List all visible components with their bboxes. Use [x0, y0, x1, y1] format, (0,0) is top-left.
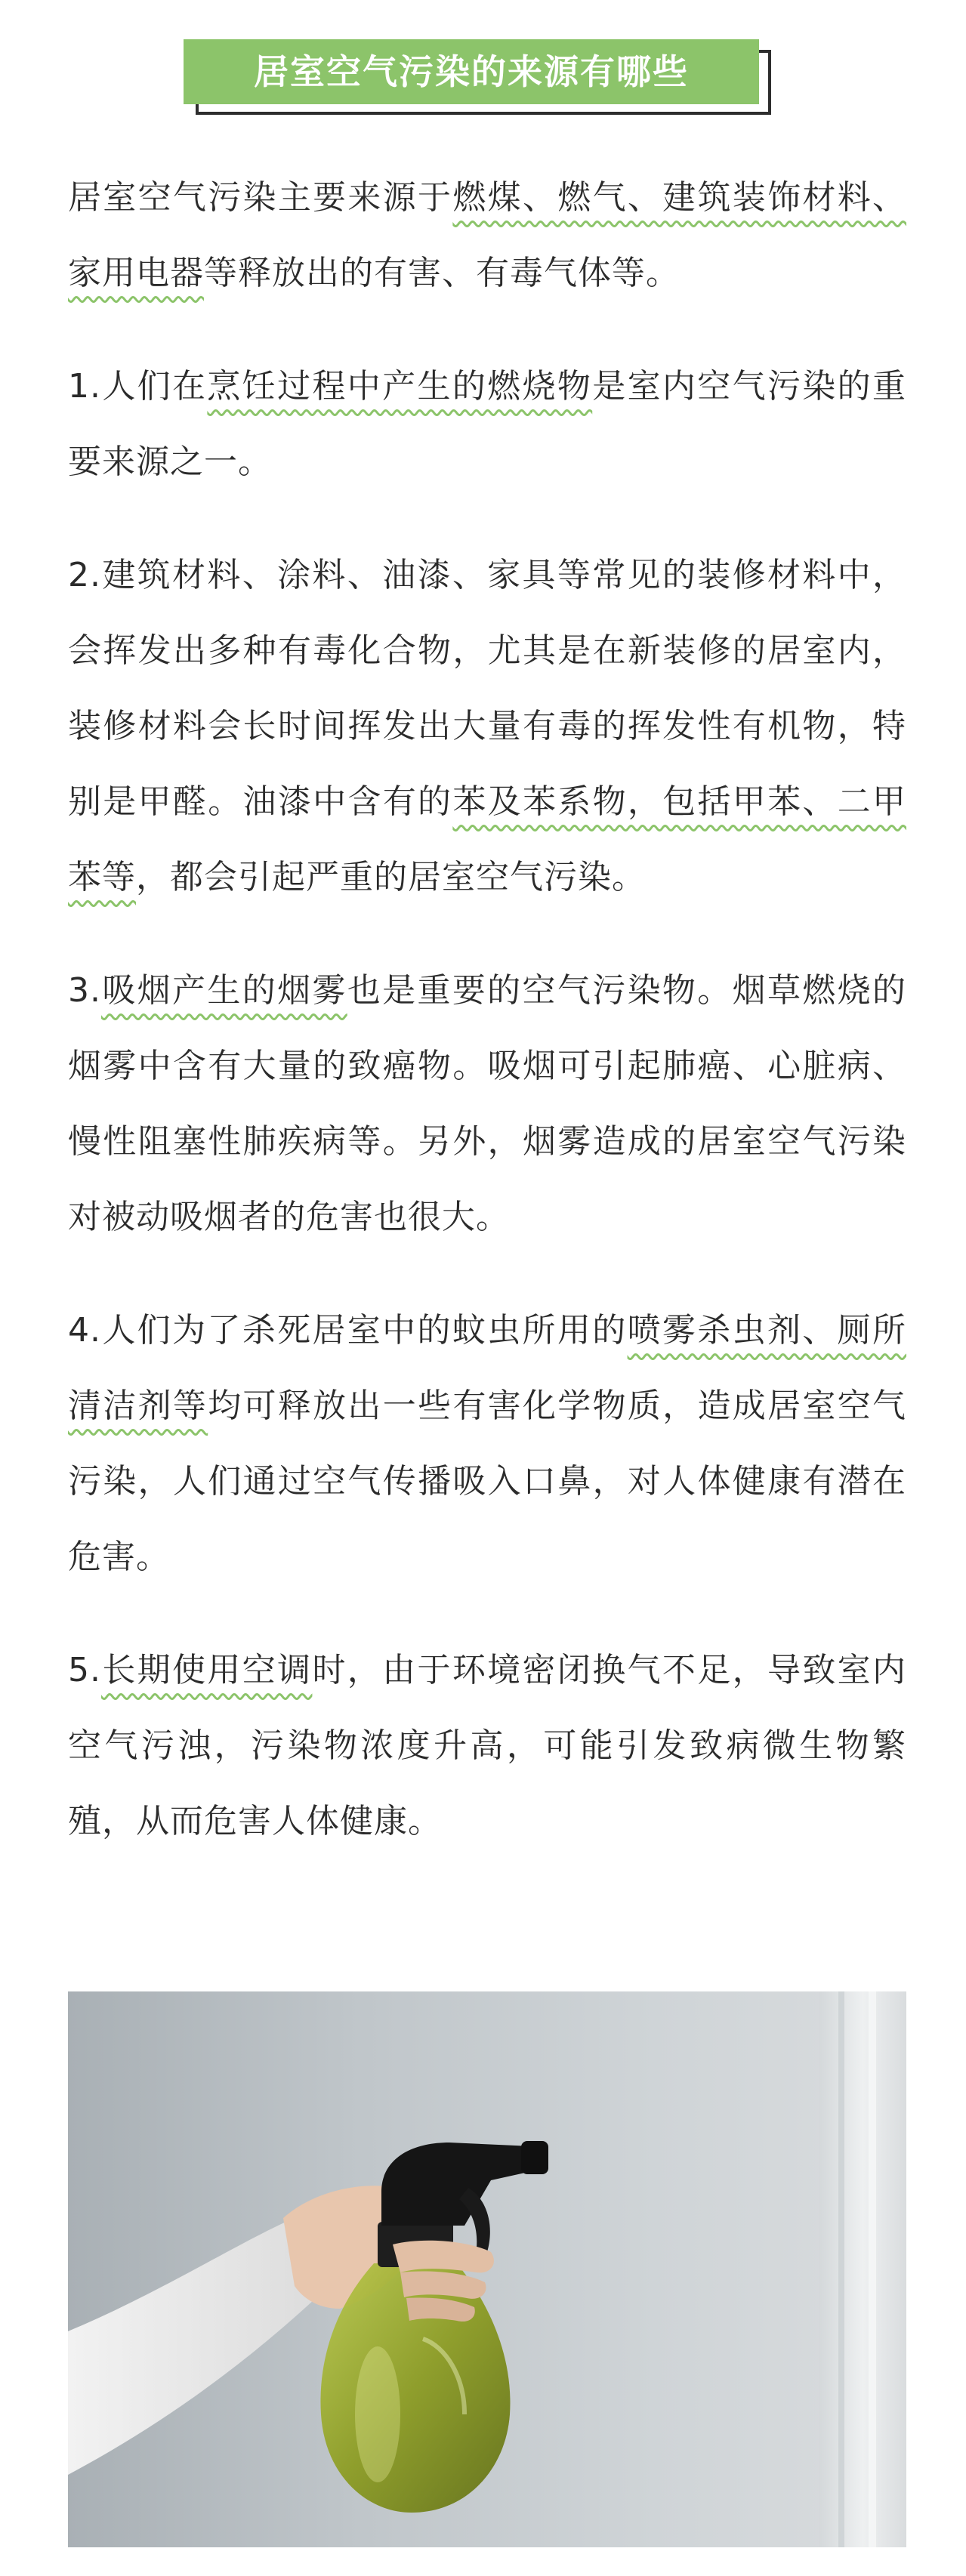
highlight-text: 吸烟产生的烟雾	[100, 971, 347, 1010]
highlight-text: 长期使用空调	[100, 1651, 313, 1689]
paragraph-text: 1.人们在	[68, 367, 208, 406]
paragraph-text: 2.建筑材料、涂料、油漆、家具等常见的装修材料中，会挥发出多种有毒化合物，尤其是在新装修的居室内，装修材料会长时间挥发出大量有毒的挥发性有机物，特别是甲醛。油漆中含有的	[68, 556, 906, 821]
highlight-text: 苯及苯系物，包括甲苯、二甲苯等	[68, 782, 907, 896]
paragraph-text: 3.	[68, 971, 101, 1010]
page-title: 居室空气污染的来源有哪些	[184, 39, 759, 104]
highlight-text: 燃煤、燃气、建筑装饰材料、家用电器	[68, 178, 907, 292]
paragraph-text: 均可释放出一些有害化学物质，造成居室空气污染，人们通过空气传播吸入口鼻，对人体健康有潜在危害。	[68, 1387, 906, 1576]
paragraph-text: 时，由于环境密闭换气不足，导致室内空气污浊，污染物浓度升高，可能引发致病微生物繁殖，从而危害人体健康。	[68, 1651, 907, 1840]
paragraph-text: 等释放出的有害、有毒气体等。	[204, 254, 680, 292]
paragraph-text: ，都会引起严重的居室空气污染。	[136, 858, 646, 896]
paragraph-text: 居室空气污染主要来源于	[68, 178, 453, 217]
spray-bottle-illustration	[68, 1991, 906, 2547]
paragraph-item-3	[68, 953, 906, 1255]
title-banner	[184, 39, 773, 116]
paragraph-intro	[68, 160, 906, 311]
highlight-text: 喷雾杀虫剂、厕所清洁剂等	[68, 1311, 907, 1425]
paragraph-text: 也是重要的空气污染物。烟草燃烧的烟雾中含有大量的致癌物。吸烟可引起肺癌、心脏病、慢性阻塞性肺疾病等。另外，烟雾造成的居室空气污染对被动吸烟者的危害也很大。	[68, 971, 907, 1236]
highlight-text: 烹饪过程中产生的燃烧物	[207, 367, 593, 406]
paragraph-text: 4.人们为了杀死居室中的蚊虫所用的	[68, 1311, 628, 1350]
spray-bottle-photo	[68, 1991, 906, 2547]
paragraph-item-1	[68, 349, 906, 500]
paragraph-text: 5.	[68, 1651, 101, 1689]
paragraph-text: 是室内空气污染的重要来源之一。	[68, 367, 907, 481]
paragraph-item-4	[68, 1293, 906, 1595]
paragraph-item-2	[68, 538, 906, 915]
paragraph-item-5	[68, 1633, 906, 1859]
article-body	[68, 160, 906, 1897]
